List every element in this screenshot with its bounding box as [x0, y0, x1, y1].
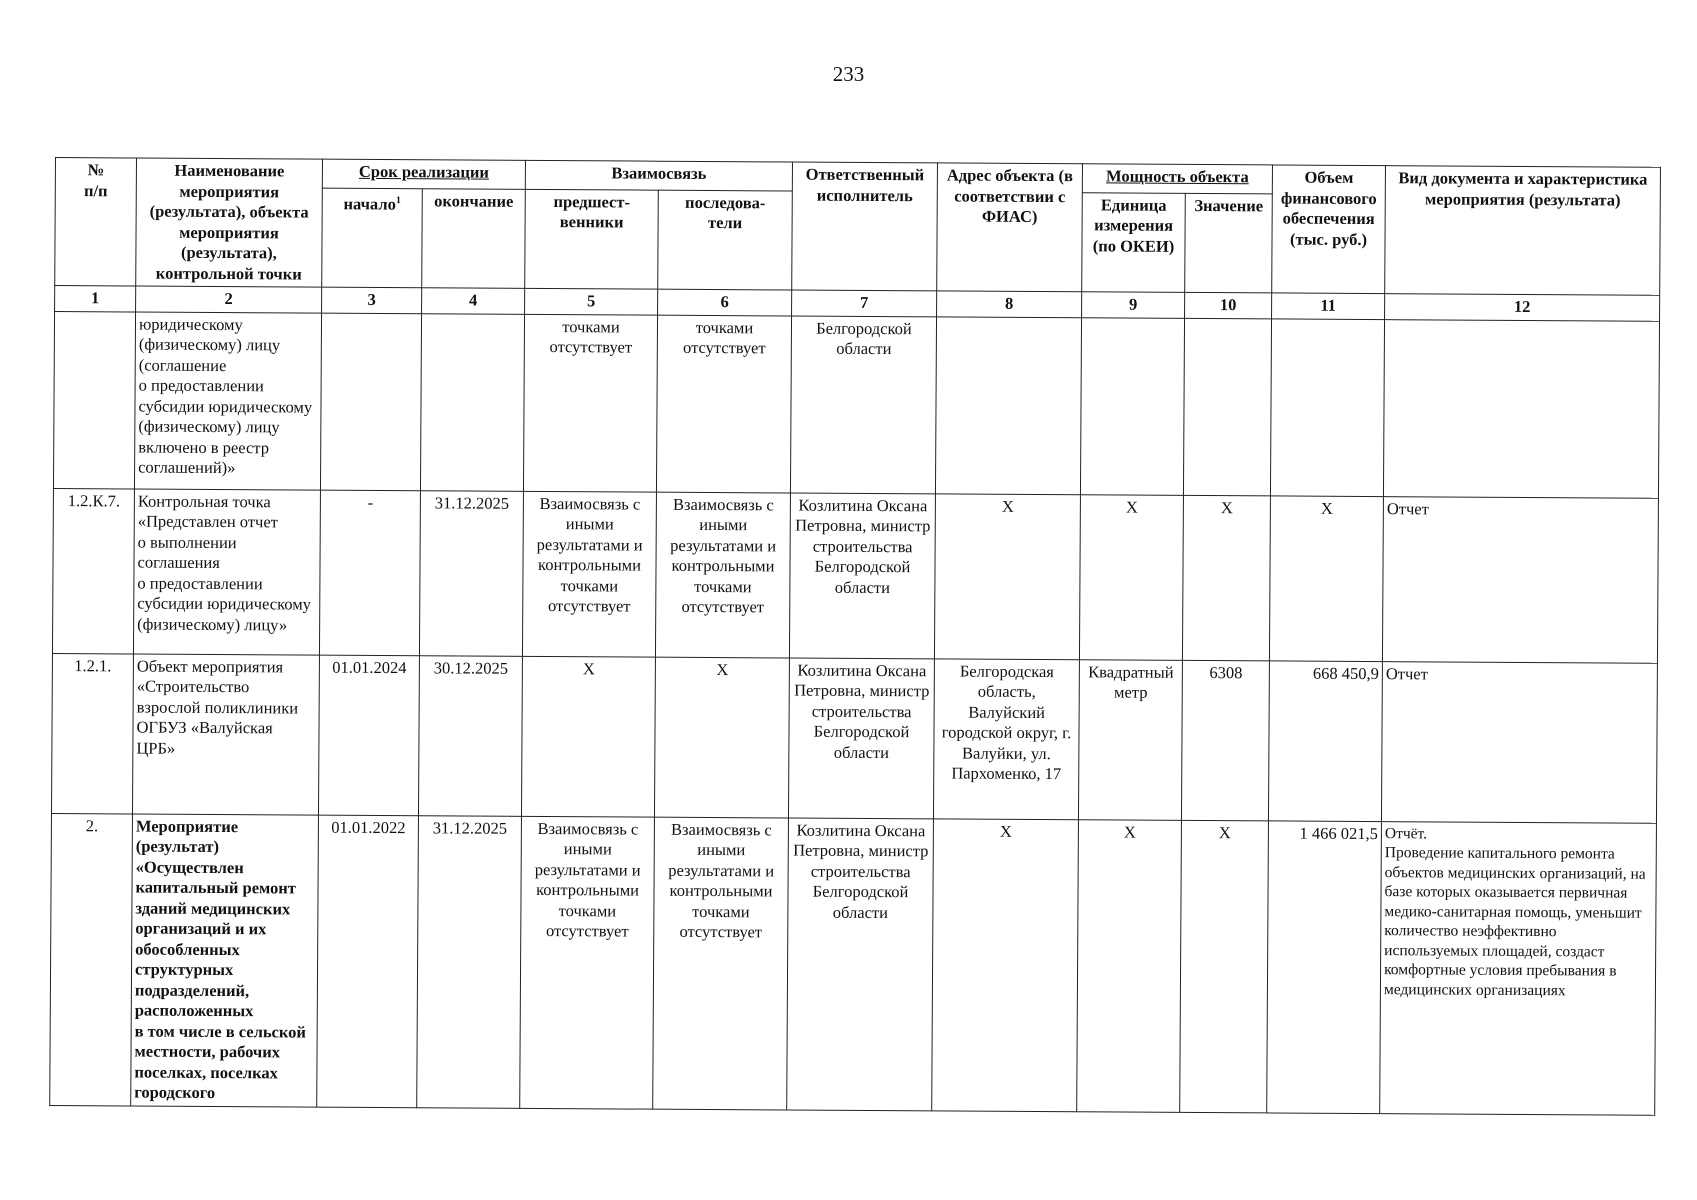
column-number: 11	[1272, 293, 1385, 319]
row-address	[935, 316, 1081, 494]
row-funding: X	[1269, 495, 1383, 661]
column-number: 2	[136, 286, 322, 313]
header-num: № п/п	[55, 158, 137, 286]
row-prev: X	[521, 656, 655, 817]
header-link-next: последова- тели	[658, 190, 793, 290]
row-responsible: Белгородской области	[790, 316, 936, 494]
row-name: Контрольная точка «Представлен отчет о выполнении соглашения о предоставлении субсидии юридическому (физическому) лицу»	[133, 488, 320, 654]
column-number: 9	[1082, 292, 1185, 318]
row-unit	[1080, 317, 1184, 495]
header-capacity-value: Значение	[1185, 193, 1273, 293]
header-term-end: окончание	[422, 188, 526, 288]
row-num	[53, 311, 135, 488]
row-prev: Взаимосвязь с иными результатами и контрольными точками отсутствует	[520, 816, 655, 1109]
column-number: 10	[1185, 292, 1272, 318]
column-number: 1	[55, 286, 136, 312]
row-responsible: Козлитина Оксана Петровна, министр строительства Белгородской области	[789, 492, 935, 658]
row-address: X	[934, 493, 1080, 659]
row-value: X	[1182, 495, 1270, 661]
row-next: Взаимосвязь с иными результатами и контрольными точками отсутствует	[655, 492, 790, 658]
header-funding: Объем финансового обеспечения (тыс. руб.)	[1272, 165, 1386, 294]
column-number: 5	[525, 288, 658, 314]
row-value	[1183, 318, 1271, 496]
row-funding: 1 466 021,5	[1267, 820, 1382, 1113]
page-number: 233	[832, 62, 865, 86]
row-end: 31.12.2025	[419, 490, 523, 656]
header-name: Наименование мероприятия (результата), объекта мероприятия (результата), контрольной точки	[136, 158, 323, 287]
row-prev: точками отсутствует	[523, 314, 657, 492]
row-doc	[1383, 319, 1659, 498]
row-doc: Отчет	[1381, 661, 1657, 823]
row-start: 01.01.2022	[317, 815, 419, 1108]
row-num: 1.2.1.	[51, 653, 133, 813]
row-doc: Отчёт. Проведение капитального ремонта объектов медицинских организаций, на базе которых оказывается первичная медико-санитарная помощь, уменьшит количество неэффективно используемых площадей, создаст комфортные условия пребывания в медицинских организациях	[1380, 821, 1657, 1115]
column-number: 7	[792, 290, 937, 316]
row-responsible: Козлитина Оксана Петровна, министр строительства Белгородской области	[787, 817, 934, 1110]
row-doc: Отчет	[1382, 496, 1658, 663]
row-name: Объект мероприятия «Строительство взрослой поликлиники ОГБУЗ «Валуйская ЦРБ»	[132, 653, 319, 814]
row-name: юридическому (физическому) лицу (соглашение о предоставлении субсидии юридическому (физическому) лицу включено в реестр соглашений)»	[134, 311, 321, 489]
table-row	[52, 488, 1658, 663]
row-num: 1.2.К.7.	[52, 488, 134, 653]
row-address: X	[932, 818, 1079, 1111]
row-start: 01.01.2024	[318, 655, 419, 816]
activities-table	[49, 157, 1661, 1115]
table-row	[53, 311, 1659, 498]
header-term-start: начало$^1$	[322, 188, 423, 288]
header-link-prev: предшест- венники	[525, 189, 659, 289]
row-address: Белгородская область, Валуйский городской округ, г. Валуйки, ул. Пархоменко, 17	[933, 658, 1079, 819]
column-number: 6	[658, 289, 792, 315]
header-capacity-group: Мощность объекта	[1082, 164, 1272, 194]
header-address: Адрес объекта (в соответствии с ФИАС)	[937, 163, 1083, 292]
row-num: 2.	[50, 813, 133, 1105]
row-next: Взаимосвязь с иными результатами и контрольными точками отсутствует	[653, 817, 789, 1110]
row-funding: 668 450,9	[1269, 660, 1383, 821]
header-capacity-unit: Единица измерения (по ОКЕИ)	[1082, 193, 1186, 293]
row-value: X	[1180, 820, 1269, 1113]
row-funding	[1270, 318, 1384, 496]
table-row	[50, 813, 1657, 1115]
header-term-group: Срок реализации	[322, 159, 525, 189]
row-unit: X	[1079, 494, 1183, 660]
row-responsible: Козлитина Оксана Петровна, министр строительства Белгородской области	[788, 657, 934, 818]
row-next: точками отсутствует	[656, 315, 791, 493]
row-value: 6308	[1181, 660, 1269, 821]
column-number: 3	[322, 287, 422, 313]
row-unit: Квадратный метр	[1078, 659, 1182, 820]
row-prev: Взаимосвязь с иными результатами и контрольными точками отсутствует	[522, 491, 656, 657]
row-end	[420, 313, 524, 491]
column-number: 4	[422, 288, 525, 314]
row-next: X	[654, 657, 789, 818]
row-end: 31.12.2025	[417, 815, 522, 1108]
header-link-group: Взаимосвязь	[525, 160, 792, 190]
row-start	[320, 313, 421, 491]
header-responsible: Ответственный исполнитель	[792, 162, 938, 291]
row-start: -	[319, 490, 420, 656]
row-end: 30.12.2025	[418, 655, 522, 816]
column-number: 8	[937, 291, 1082, 317]
table-row	[51, 653, 1657, 823]
header-doc-type: Вид документа и характеристика мероприятия (результата)	[1385, 166, 1661, 296]
column-number: 12	[1385, 294, 1660, 321]
row-unit: X	[1077, 819, 1182, 1112]
row-name: Мероприятие (результат) «Осуществлен капитальный ремонт зданий медицинских организаций и их обособленных структурных подразделений, расположенных в том числе в сельской местности, рабочих поселках, поселках городского	[131, 813, 319, 1106]
